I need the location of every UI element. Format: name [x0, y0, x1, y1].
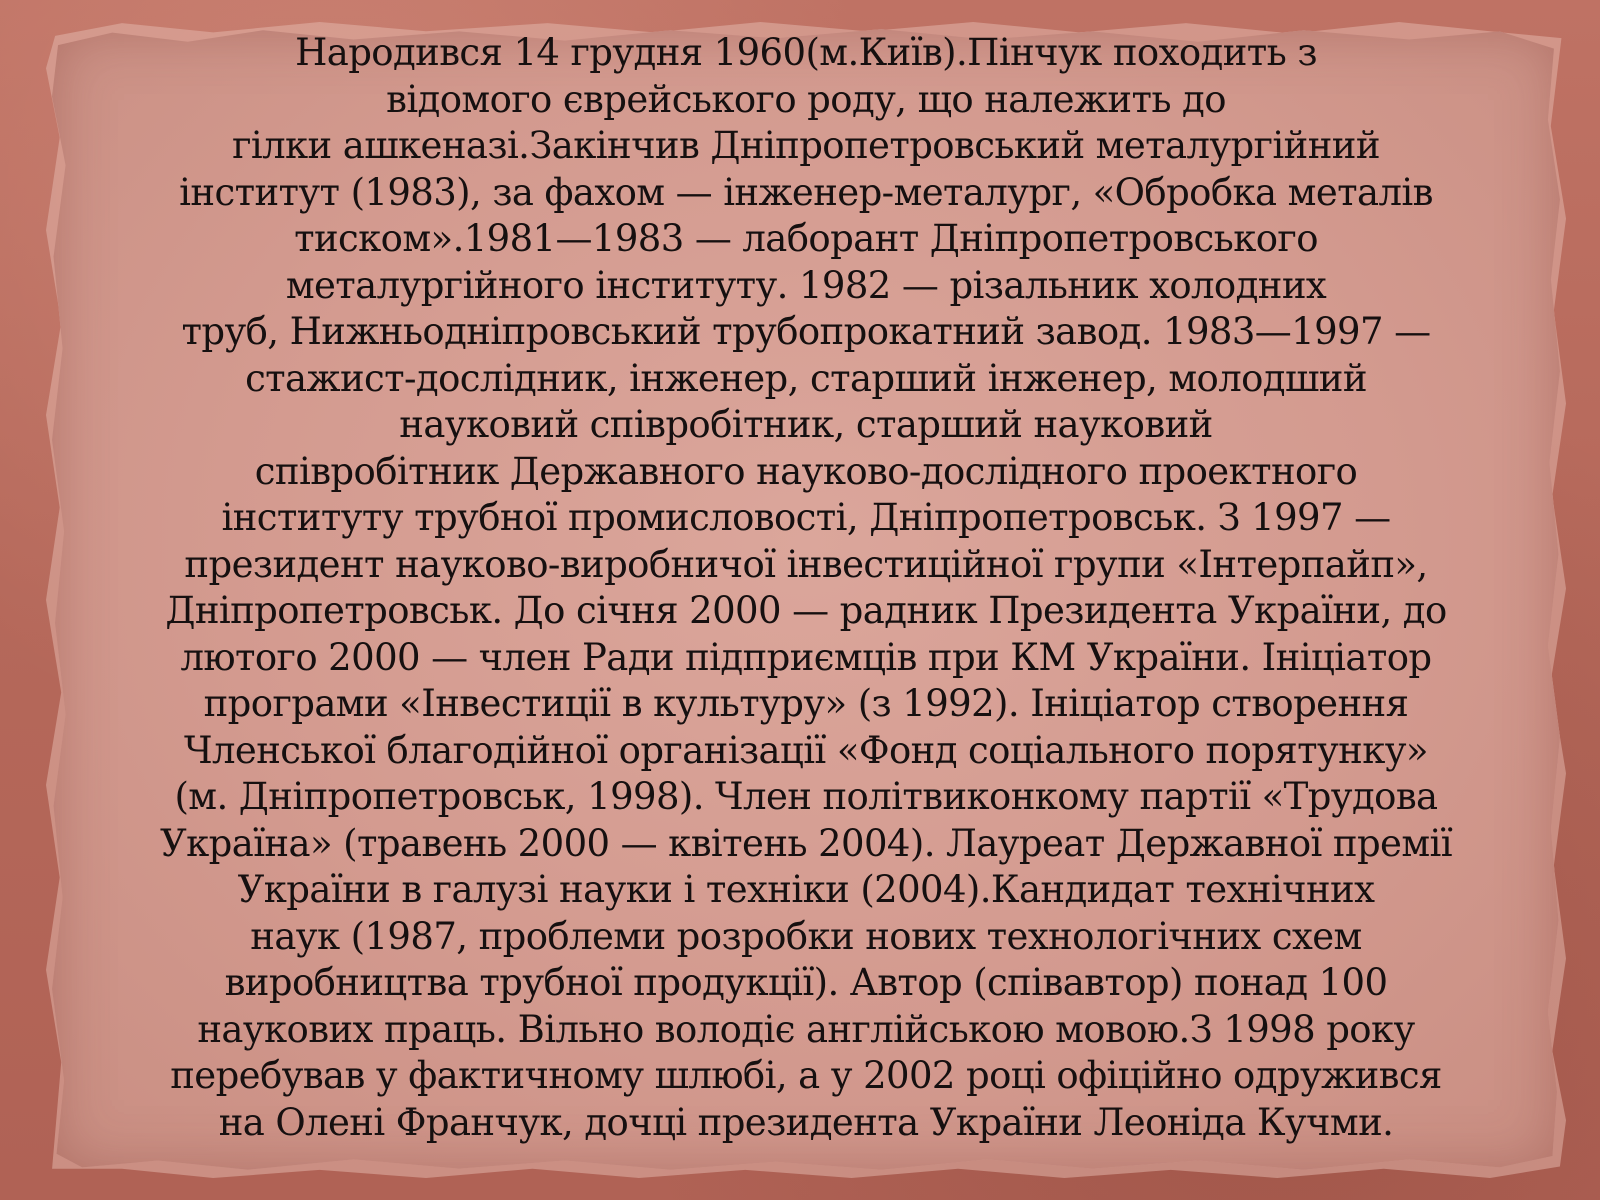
- text-line: інститут (1983), за фахом — інженер-металург, «Обробка металів: [179, 170, 1433, 214]
- text-line: тиском».1981—1983 — лаборант Дніпропетровського: [294, 217, 1318, 260]
- text-line: на Олені Франчук, дочці президента України Леоніда Кучми.: [218, 1100, 1394, 1144]
- text-line: Україна» (травень 2000 — квітень 2004). Лауреат Державної премії: [159, 821, 1452, 865]
- text-line: гілки ашкеназі.Закінчив Дніпропетровський металургійний: [232, 124, 1380, 167]
- text-line: співробітник Державного науково-дослідного проектного: [254, 449, 1358, 493]
- text-line: стажист-дослідник, інженер, старший інженер, молодший: [245, 356, 1367, 400]
- text-line: металургійного інституту. 1982 — різальник холодних: [285, 263, 1327, 307]
- text-line: України в галузі науки і техніки (2004).Кандидат технічних: [237, 868, 1375, 911]
- text-line: відомого єврейського роду, що належить до: [386, 77, 1226, 121]
- text-line: наукових праць. Вільно володіє англійською мовою.З 1998 року: [197, 1007, 1415, 1051]
- text-line: перебував у фактичному шлюбі, а у 2002 році офіційно одружився: [170, 1054, 1442, 1097]
- text-line: програми «Інвестиції в культуру» (з 1992). Ініціатор створення: [203, 682, 1409, 725]
- text-line: президент науково-виробничої інвестиційної групи «Інтерпайп»,: [184, 542, 1428, 586]
- text-line: Народився 14 грудня 1960(м.Київ).Пінчук походить з: [295, 31, 1317, 74]
- text-line: Членської благодійної організації «Фонд соціального порятунку»: [184, 728, 1428, 772]
- text-line: (м. Дніпропетровськ, 1998). Член політвиконкому партії «Трудова: [174, 775, 1438, 818]
- text-line: науковий співробітник, старший науковий: [399, 403, 1213, 446]
- text-line: наук (1987, проблеми розробки нових технологічних схем: [250, 914, 1362, 958]
- text-line: інституту трубної промисловості, Дніпропетровськ. З 1997 —: [221, 496, 1391, 539]
- text-line: труб, Нижньодніпровський трубопрокатний завод. 1983—1997 —: [181, 310, 1431, 353]
- biography-text: [66, 30, 1546, 1146]
- text-line: лютого 2000 — член Ради підприємців при КМ України. Ініціатор: [180, 635, 1432, 679]
- text-line: виробництва трубної продукції). Автор (співавтор) понад 100: [224, 961, 1388, 1004]
- text-line: Дніпропетровськ. До січня 2000 — радник Президента України, до: [165, 589, 1447, 632]
